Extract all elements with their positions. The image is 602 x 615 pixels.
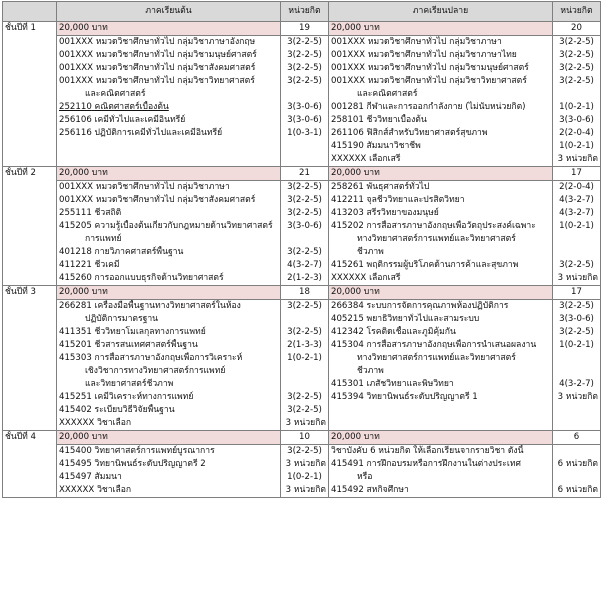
course-name: เครื่องมือพื้นฐานทางวิทยาศาสตร์ในห้อง bbox=[94, 301, 241, 311]
course-code: 415394 bbox=[331, 392, 364, 402]
course-code: 415301 bbox=[331, 379, 364, 389]
course-credit: 3 หน่วยกิต bbox=[285, 418, 326, 428]
course-credit: 3(2-2-5) bbox=[559, 327, 594, 337]
semester2-courses bbox=[329, 36, 553, 167]
semester2-total-credits: 17 bbox=[553, 167, 601, 181]
course-code: 258101 bbox=[331, 115, 364, 125]
course-code: 415304 bbox=[331, 340, 364, 350]
course-item bbox=[331, 62, 550, 75]
course-code: 258261 bbox=[331, 182, 364, 192]
semester-note: วิชาบังคับ 6 หน่วยกิต ให้เลือกเรียนจากรายวิชา ดังนี้ bbox=[331, 446, 524, 456]
course-name: หมวดวิชาศึกษาทั่วไป กลุ่มวิชามนุษย์ศาสตร์ bbox=[95, 50, 257, 60]
course-name: การสื่อสารภาษาอังกฤษเพื่อการนำเสนอผลงาน bbox=[366, 340, 537, 350]
year-label: ชั้นปีที่ 4 bbox=[3, 431, 57, 498]
course-item bbox=[331, 300, 550, 313]
course-list-row bbox=[3, 300, 601, 431]
table-header-row bbox=[3, 2, 601, 22]
course-item bbox=[59, 207, 278, 220]
course-item bbox=[59, 101, 278, 114]
course-code: 415190 bbox=[331, 141, 364, 151]
course-credit: 2(1-2-3) bbox=[287, 273, 322, 283]
course-credit: 3(3-0-6) bbox=[559, 314, 594, 324]
course-credit: 1(0-2-1) bbox=[559, 340, 594, 350]
course-item bbox=[331, 114, 550, 127]
course-name: จุลชีววิทยาและปรสิตวิทยา bbox=[366, 195, 465, 205]
course-item bbox=[59, 49, 278, 62]
course-name: ระเบียบวิธีวิจัยพื้นฐาน bbox=[94, 405, 175, 415]
course-code: 252110 bbox=[59, 102, 92, 112]
course-credit: 3(2-2-5) bbox=[559, 37, 594, 47]
study-plan-table bbox=[2, 1, 601, 498]
course-code: 415491 bbox=[331, 459, 364, 469]
course-code: 001XXX bbox=[331, 63, 366, 73]
course-item bbox=[331, 272, 550, 285]
course-name: หมวดวิชาศึกษาทั่วไป กลุ่มวิชาภาษา bbox=[95, 182, 230, 192]
course-code: 412342 bbox=[331, 327, 364, 337]
course-item bbox=[331, 153, 550, 166]
course-credit: 1(0-2-1) bbox=[559, 102, 594, 112]
course-code: 266384 bbox=[331, 301, 364, 311]
course-code: 255111 bbox=[59, 208, 92, 218]
semester2-fee: 20,000 บาท bbox=[329, 431, 553, 445]
course-name: หมวดวิชาศึกษาทั่วไป กลุ่มวิชาภาษาไทย bbox=[367, 50, 517, 60]
course-credit: 4(3-2-7) bbox=[287, 260, 322, 270]
course-code: 001XXX bbox=[59, 50, 94, 60]
course-credit: 3(2-2-5) bbox=[287, 182, 322, 192]
course-code: 415402 bbox=[59, 405, 92, 415]
course-item bbox=[59, 300, 278, 313]
course-name: พฤติกรรมผู้บริโภคด้านการค้าและสุขภาพ bbox=[366, 260, 519, 270]
course-credit: 3(2-2-5) bbox=[287, 301, 322, 311]
course-name-continued: การแพทย์ bbox=[85, 234, 122, 244]
year-label: ชั้นปีที่ 1 bbox=[3, 22, 57, 167]
course-list-row bbox=[3, 36, 601, 167]
course-credit: 3(3-0-6) bbox=[287, 102, 322, 112]
course-item bbox=[331, 378, 550, 391]
course-code: 001XXX bbox=[331, 50, 366, 60]
semester-fee-row bbox=[3, 431, 601, 445]
course-item bbox=[331, 326, 550, 339]
course-code: 405215 bbox=[331, 314, 364, 324]
course-item bbox=[331, 49, 550, 62]
course-credit: 2(2-0-4) bbox=[559, 182, 594, 192]
course-code: 401218 bbox=[59, 247, 92, 257]
course-item bbox=[59, 471, 278, 484]
course-name: หมวดวิชาศึกษาทั่วไป กลุ่มวิชาสังคมศาสตร์ bbox=[95, 63, 256, 73]
course-code: 415201 bbox=[59, 340, 92, 350]
semester2-credits bbox=[553, 300, 601, 431]
course-credit: 3(3-0-6) bbox=[287, 115, 322, 125]
semester1-fee: 20,000 บาท bbox=[57, 286, 281, 300]
course-list-row bbox=[3, 181, 601, 286]
course-code: XXXXXX bbox=[331, 154, 367, 164]
course-credit: 3(2-2-5) bbox=[287, 208, 322, 218]
course-item bbox=[59, 404, 278, 417]
course-code: 415495 bbox=[59, 459, 92, 469]
course-code: 001XXX bbox=[331, 37, 366, 47]
course-credit: 3 หน่วยกิต bbox=[285, 485, 326, 495]
course-code: 266281 bbox=[59, 301, 92, 311]
course-code: 001XXX bbox=[59, 76, 94, 86]
course-credit: 3(2-2-5) bbox=[287, 392, 322, 402]
course-item bbox=[59, 352, 278, 365]
course-item bbox=[59, 75, 278, 88]
semester2-courses bbox=[329, 300, 553, 431]
course-credit: 1(0-2-1) bbox=[559, 141, 594, 151]
course-name: วิชาเลือก bbox=[97, 418, 132, 428]
course-credit: 3(2-2-5) bbox=[559, 63, 594, 73]
course-name: คณิตศาสตร์เบื้องต้น bbox=[94, 102, 169, 112]
course-item bbox=[59, 326, 278, 339]
year-label: ชั้นปีที่ 3 bbox=[3, 286, 57, 431]
course-code: 415202 bbox=[331, 221, 364, 231]
course-name: ชีวสารสนเทศศาสตร์พื้นฐาน bbox=[94, 340, 198, 350]
course-code: 415400 bbox=[59, 446, 92, 456]
course-code: 001XXX bbox=[59, 37, 94, 47]
course-name: หมวดวิชาศึกษาทั่วไป กลุ่มวิชาวิทยาศาสตร์ bbox=[95, 76, 255, 86]
course-name: หมวดวิชาศึกษาทั่วไป กลุ่มวิชาสังคมศาสตร์ bbox=[95, 195, 256, 205]
course-item bbox=[59, 36, 278, 49]
course-code: 415492 bbox=[331, 485, 364, 495]
course-credit: 3 หน่วยกิต bbox=[285, 459, 326, 469]
course-credit: 3(2-2-5) bbox=[287, 247, 322, 257]
course-item bbox=[59, 181, 278, 194]
credits-header: หน่วยกิต bbox=[281, 2, 329, 22]
course-item bbox=[331, 458, 550, 471]
course-name-continued: ชีวภาพ bbox=[357, 366, 384, 376]
course-name: หมวดวิชาศึกษาทั่วไป กลุ่มวิชาภาษา bbox=[367, 37, 502, 47]
course-name: ชีววิทยาโมเลกุลทางการแพทย์ bbox=[94, 327, 206, 337]
semester1-fee: 20,000 บาท bbox=[57, 22, 281, 36]
course-name: พันธุศาสตร์ทั่วไป bbox=[366, 182, 430, 192]
course-credit: 1(0-2-1) bbox=[287, 472, 322, 482]
course-item bbox=[59, 417, 278, 430]
course-code: 001XXX bbox=[59, 195, 94, 205]
course-item bbox=[331, 313, 550, 326]
course-name: การสื่อสารภาษาอังกฤษเพื่อการวิเคราะห์ bbox=[94, 353, 243, 363]
course-credit: 3(2-2-5) bbox=[559, 76, 594, 86]
course-item bbox=[59, 62, 278, 75]
course-credit: 3(2-2-5) bbox=[287, 446, 322, 456]
course-item bbox=[331, 259, 550, 272]
semester-fee-row bbox=[3, 22, 601, 36]
course-name: หมวดวิชาศึกษาทั่วไป กลุ่มวิชาวิทยาศาสตร์ bbox=[367, 76, 527, 86]
semester2-courses bbox=[329, 181, 553, 286]
course-name: เลือกเสรี bbox=[369, 273, 401, 283]
semester2-total-credits: 6 bbox=[553, 431, 601, 445]
course-item bbox=[331, 140, 550, 153]
course-credit: 3(2-2-5) bbox=[287, 76, 322, 86]
credits-header: หน่วยกิต bbox=[553, 2, 601, 22]
course-code: 415260 bbox=[59, 273, 92, 283]
course-item bbox=[59, 246, 278, 259]
course-credit: 2(1-3-3) bbox=[287, 340, 322, 350]
course-item bbox=[59, 391, 278, 404]
course-code: 415303 bbox=[59, 353, 92, 363]
course-credit: 3(2-2-5) bbox=[287, 50, 322, 60]
course-item bbox=[331, 391, 550, 404]
course-name: สรีรวิทยาของมนุษย์ bbox=[366, 208, 439, 218]
semester2-credits bbox=[553, 181, 601, 286]
course-item bbox=[59, 259, 278, 272]
semester2-header: ภาคเรียนปลาย bbox=[329, 2, 553, 22]
course-name: หมวดวิชาศึกษาทั่วไป กลุ่มวิชาภาษาอังกฤษ bbox=[95, 37, 256, 47]
course-item bbox=[331, 127, 550, 140]
course-item bbox=[59, 127, 278, 140]
course-credit: 3(3-0-6) bbox=[287, 221, 322, 231]
course-item bbox=[331, 220, 550, 233]
course-name-continued: หรือ bbox=[357, 472, 373, 482]
semester1-total-credits: 10 bbox=[281, 431, 329, 445]
course-code: 413203 bbox=[331, 208, 364, 218]
course-credit: 3(2-2-5) bbox=[559, 301, 594, 311]
course-name: ชีววิทยาเบื้องต้น bbox=[366, 115, 427, 125]
course-name-continued: ทางวิทยาศาสตร์การแพทย์และวิทยาศาสตร์ bbox=[357, 353, 516, 363]
course-code: 261106 bbox=[331, 128, 364, 138]
course-credit: 1(0-2-1) bbox=[559, 221, 594, 231]
course-item bbox=[331, 194, 550, 207]
course-name-continued: ปฏิบัติการมาตรฐาน bbox=[85, 314, 159, 324]
semester2-credits bbox=[553, 36, 601, 167]
course-credit: 3(2-2-5) bbox=[287, 327, 322, 337]
course-name: ความรู้เบื้องต้นเกี่ยวกับกฎหมายด้านวิทยาศาสตร์ bbox=[94, 221, 273, 231]
semester1-credits bbox=[281, 181, 329, 286]
course-credit: 1(0-3-1) bbox=[287, 128, 322, 138]
year-header bbox=[3, 2, 57, 22]
semester1-fee: 20,000 บาท bbox=[57, 431, 281, 445]
course-code: 415205 bbox=[59, 221, 92, 231]
course-item bbox=[59, 272, 278, 285]
course-name: สหกิจศึกษา bbox=[366, 485, 409, 495]
course-name: วิชาเลือก bbox=[97, 485, 132, 495]
course-code: 415251 bbox=[59, 392, 92, 402]
course-credit: 3(2-2-5) bbox=[559, 260, 594, 270]
course-item bbox=[331, 484, 550, 497]
course-credit: 3(2-2-5) bbox=[287, 195, 322, 205]
course-name: การสื่อสารภาษาอังกฤษเพื่อวัตถุประสงค์เฉพาะ bbox=[366, 221, 536, 231]
course-item bbox=[331, 339, 550, 352]
course-name: เคมีทั่วไปและเคมีอินทรีย์ bbox=[94, 115, 186, 125]
course-credit: 3 หน่วยกิต bbox=[557, 273, 598, 283]
course-credit: 3(2-2-5) bbox=[559, 50, 594, 60]
course-code: 001XXX bbox=[59, 63, 94, 73]
course-item bbox=[59, 445, 278, 458]
course-name: ปฏิบัติการเคมีทั่วไปและเคมีอินทรีย์ bbox=[94, 128, 223, 138]
semester1-credits bbox=[281, 36, 329, 167]
course-credit: 4(3-2-7) bbox=[559, 208, 594, 218]
course-code: 415261 bbox=[331, 260, 364, 270]
semester2-total-credits: 20 bbox=[553, 22, 601, 36]
course-code: 001XXX bbox=[59, 182, 94, 192]
course-credit: 3 หน่วยกิต bbox=[557, 154, 598, 164]
course-name-continued: และคณิตศาสตร์ bbox=[85, 89, 146, 99]
course-code: XXXXXX bbox=[59, 485, 95, 495]
course-name: วิทยานิพนธ์ระดับปริญญาตรี 2 bbox=[94, 459, 206, 469]
course-credit: 3(2-2-5) bbox=[287, 37, 322, 47]
course-name: ชีวเคมี bbox=[94, 260, 120, 270]
course-credit: 3(2-2-5) bbox=[287, 405, 322, 415]
semester1-header: ภาคเรียนต้น bbox=[57, 2, 281, 22]
course-name: กีฬาและการออกกำลังกาย (ไม่นับหน่วยกิต) bbox=[366, 102, 526, 112]
course-credit: 3(3-0-6) bbox=[559, 115, 594, 125]
course-name-continued: และวิทยาศาสตร์ชีวภาพ bbox=[85, 379, 174, 389]
course-name-continued: และคณิตศาสตร์ bbox=[357, 89, 418, 99]
semester1-fee: 20,000 บาท bbox=[57, 167, 281, 181]
semester1-total-credits: 19 bbox=[281, 22, 329, 36]
course-item bbox=[331, 207, 550, 220]
semester2-fee: 20,000 บาท bbox=[329, 286, 553, 300]
course-list-row bbox=[3, 445, 601, 498]
course-item bbox=[59, 339, 278, 352]
course-code: XXXXXX bbox=[59, 418, 95, 428]
course-credit: 6 หน่วยกิต bbox=[557, 459, 598, 469]
course-item bbox=[59, 220, 278, 233]
course-code: 415497 bbox=[59, 472, 92, 482]
semester2-fee: 20,000 บาท bbox=[329, 22, 553, 36]
course-name: วิทยานิพนธ์ระดับปริญญาตรี 1 bbox=[366, 392, 478, 402]
course-name-continued: ทางวิทยาศาสตร์การแพทย์และวิทยาศาสตร์ bbox=[357, 234, 516, 244]
course-name-continued: เชิงวิชาการทางวิทยาศาสตร์การแพทย์ bbox=[85, 366, 226, 376]
course-name: สัมมนา bbox=[94, 472, 122, 482]
course-item bbox=[331, 36, 550, 49]
course-item bbox=[331, 75, 550, 88]
semester1-courses bbox=[57, 181, 281, 286]
semester2-fee: 20,000 บาท bbox=[329, 167, 553, 181]
course-name: หมวดวิชาศึกษาทั่วไป กลุ่มวิชามนุษย์ศาสตร์ bbox=[367, 63, 529, 73]
course-code: 411351 bbox=[59, 327, 92, 337]
course-name: ระบบการจัดการคุณภาพห้องปฏิบัติการ bbox=[366, 301, 509, 311]
course-name-continued: ชีวภาพ bbox=[357, 247, 384, 257]
course-name: โรคติดเชื้อและภูมิคุ้มกัน bbox=[366, 327, 456, 337]
course-code: 256116 bbox=[59, 128, 92, 138]
course-item bbox=[331, 181, 550, 194]
course-item bbox=[59, 458, 278, 471]
semester1-courses bbox=[57, 445, 281, 498]
semester1-credits bbox=[281, 445, 329, 498]
course-code: 256106 bbox=[59, 115, 92, 125]
semester1-total-credits: 21 bbox=[281, 167, 329, 181]
course-item bbox=[59, 114, 278, 127]
course-code: 411221 bbox=[59, 260, 92, 270]
course-name: วิทยาศาสตร์การแพทย์บูรณาการ bbox=[94, 446, 215, 456]
course-credit: 2(2-0-4) bbox=[559, 128, 594, 138]
course-item bbox=[59, 484, 278, 497]
course-name: เภสัชวิทยาและพิษวิทยา bbox=[366, 379, 454, 389]
semester-fee-row bbox=[3, 286, 601, 300]
course-credit: 4(3-2-7) bbox=[559, 195, 594, 205]
course-code: 001281 bbox=[331, 102, 364, 112]
course-name: กายวิภาคศาสตร์พื้นฐาน bbox=[94, 247, 184, 257]
course-code: XXXXXX bbox=[331, 273, 367, 283]
course-code: 412211 bbox=[331, 195, 364, 205]
semester1-credits bbox=[281, 300, 329, 431]
semester2-credits bbox=[553, 445, 601, 498]
course-credit: 3(2-2-5) bbox=[287, 63, 322, 73]
semester2-total-credits: 17 bbox=[553, 286, 601, 300]
course-code: 001XXX bbox=[331, 76, 366, 86]
course-name: การออกแบบธุรกิจด้านวิทยาศาสตร์ bbox=[94, 273, 224, 283]
study-plan-body bbox=[3, 22, 601, 498]
course-name: การฝึกอบรมหรือการฝึกงานในต่างประเทศ bbox=[366, 459, 521, 469]
course-credit: 1(0-2-1) bbox=[287, 353, 322, 363]
semester1-courses bbox=[57, 36, 281, 167]
course-item bbox=[331, 101, 550, 114]
semester1-courses bbox=[57, 300, 281, 431]
course-name: สัมมนาวิชาชีพ bbox=[366, 141, 421, 151]
course-name: พยาธิวิทยาทั่วไปและสามระบบ bbox=[366, 314, 480, 324]
semester2-courses bbox=[329, 445, 553, 498]
year-label: ชั้นปีที่ 2 bbox=[3, 167, 57, 286]
course-credit: 3 หน่วยกิต bbox=[557, 392, 598, 402]
course-credit: 4(3-2-7) bbox=[559, 379, 594, 389]
course-name: เลือกเสรี bbox=[369, 154, 401, 164]
semester1-total-credits: 18 bbox=[281, 286, 329, 300]
course-name: เคมีวิเคราะห์ทางการแพทย์ bbox=[94, 392, 194, 402]
course-name: ฟิสิกส์สำหรับวิทยาศาสตร์สุขภาพ bbox=[366, 128, 488, 138]
semester-fee-row bbox=[3, 167, 601, 181]
course-credit: 6 หน่วยกิต bbox=[557, 485, 598, 495]
course-name: ชีวสถิติ bbox=[94, 208, 122, 218]
course-item bbox=[59, 194, 278, 207]
